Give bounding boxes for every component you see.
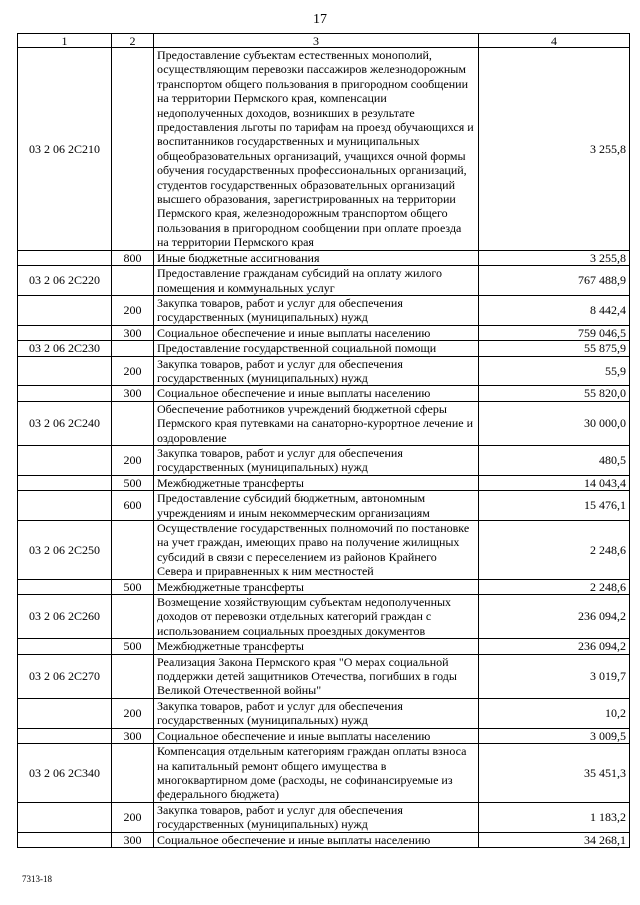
row-name: Компенсация отдельным категориям граждан оплаты взноса на капитальный ремонт общего имущества в многоквартирном доме (расходы, не софинансируемые из федерального бюджета)	[154, 744, 479, 803]
row-code: 03 2 06 2C210	[18, 48, 112, 251]
table-row	[18, 595, 630, 639]
row-amount: 3 019,7	[479, 654, 630, 698]
row-code	[18, 445, 112, 475]
row-amount: 10,2	[479, 698, 630, 728]
row-amount: 767 488,9	[479, 266, 630, 296]
row-code	[18, 386, 112, 401]
row-code	[18, 295, 112, 325]
row-amount: 236 094,2	[479, 639, 630, 654]
row-amount: 759 046,5	[479, 325, 630, 340]
row-name: Межбюджетные трансферты	[154, 639, 479, 654]
row-amount: 236 094,2	[479, 595, 630, 639]
table-row	[18, 295, 630, 325]
row-expense-type: 200	[112, 445, 154, 475]
row-expense-type: 300	[112, 325, 154, 340]
row-amount: 55 820,0	[479, 386, 630, 401]
table-row	[18, 445, 630, 475]
row-amount: 14 043,4	[479, 475, 630, 490]
row-expense-type: 500	[112, 475, 154, 490]
row-amount: 30 000,0	[479, 401, 630, 445]
row-name: Социальное обеспечение и иные выплаты населению	[154, 386, 479, 401]
page-number: 17	[313, 12, 327, 27]
table-row	[18, 401, 630, 445]
header-row	[18, 34, 630, 48]
header-col-2: 2	[112, 34, 154, 48]
row-name: Осуществление государственных полномочий по постановке на учет граждан, имеющих право на получение жилищных субсидий в связи с переселением из районов Крайнего Севера и приравненных к ним местностей	[154, 521, 479, 580]
table-row	[18, 266, 630, 296]
row-expense-type: 500	[112, 639, 154, 654]
row-name: Предоставление субсидий бюджетным, автономным учреждениям и иным некоммерческим организациям	[154, 491, 479, 521]
row-expense-type: 200	[112, 356, 154, 386]
row-code	[18, 728, 112, 743]
row-name: Предоставление субъектам естественных монополий, осуществляющим перевозки пассажиров железнодорожным транспортом общего пользования в пригородном сообщении на территории Пермского края, компенсации недополученных доходов, возникших в результате предоставления льготы по тарифам на проезд обучающихся и воспитанников государственных и муниципальных общеобразовательных организаций, учащихся очной формы обучения государственных профессиональных организаций, студентов государственных образовательных организаций высшего образования, зарегистрированных на территории Пермского края, железнодорожным транспортом общего пользования в пригородном сообщении при оплате проезда на территории Пермского края	[154, 48, 479, 251]
row-amount: 55 875,9	[479, 341, 630, 356]
row-amount: 2 248,6	[479, 521, 630, 580]
row-code	[18, 491, 112, 521]
row-expense-type: 800	[112, 250, 154, 265]
row-name: Иные бюджетные ассигнования	[154, 250, 479, 265]
row-code: 03 2 06 2C230	[18, 341, 112, 356]
row-expense-type: 300	[112, 386, 154, 401]
row-name: Обеспечение работников учреждений бюджетной сферы Пермского края путевками на санаторно-курортное лечение и оздоровление	[154, 401, 479, 445]
row-name: Предоставление гражданам субсидий на оплату жилого помещения и коммунальных услуг	[154, 266, 479, 296]
row-name: Закупка товаров, работ и услуг для обеспечения государственных (муниципальных) нужд	[154, 445, 479, 475]
table-row	[18, 654, 630, 698]
row-code	[18, 250, 112, 265]
row-expense-type	[112, 48, 154, 251]
row-amount: 2 248,6	[479, 579, 630, 594]
row-expense-type	[112, 341, 154, 356]
row-code	[18, 832, 112, 847]
row-code	[18, 802, 112, 832]
table-row	[18, 325, 630, 340]
table-row	[18, 832, 630, 847]
row-amount: 3 255,8	[479, 48, 630, 251]
table-row	[18, 521, 630, 580]
row-name: Закупка товаров, работ и услуг для обеспечения государственных (муниципальных) нужд	[154, 698, 479, 728]
row-name: Реализация Закона Пермского края "О мерах социальной поддержки детей защитников Отечества, погибших в годы Великой Отечественной войны"	[154, 654, 479, 698]
row-code: 03 2 06 2C340	[18, 744, 112, 803]
row-amount: 35 451,3	[479, 744, 630, 803]
row-expense-type: 300	[112, 728, 154, 743]
row-code	[18, 639, 112, 654]
row-expense-type	[112, 595, 154, 639]
row-name: Закупка товаров, работ и услуг для обеспечения государственных (муниципальных) нужд	[154, 356, 479, 386]
row-code	[18, 325, 112, 340]
row-name: Межбюджетные трансферты	[154, 475, 479, 490]
row-amount: 3 009,5	[479, 728, 630, 743]
row-name: Закупка товаров, работ и услуг для обеспечения государственных (муниципальных) нужд	[154, 802, 479, 832]
row-expense-type	[112, 266, 154, 296]
row-expense-type	[112, 521, 154, 580]
document-code: 7313-18	[22, 874, 52, 884]
table-row	[18, 802, 630, 832]
row-code	[18, 356, 112, 386]
row-code: 03 2 06 2C240	[18, 401, 112, 445]
row-name: Предоставление государственной социальной помощи	[154, 341, 479, 356]
row-amount: 3 255,8	[479, 250, 630, 265]
table-row	[18, 48, 630, 251]
table-row	[18, 386, 630, 401]
row-expense-type: 200	[112, 698, 154, 728]
budget-table	[17, 33, 630, 848]
header-col-3: 3	[154, 34, 479, 48]
row-name: Социальное обеспечение и иные выплаты населению	[154, 728, 479, 743]
row-code: 03 2 06 2C270	[18, 654, 112, 698]
table-row	[18, 728, 630, 743]
row-code: 03 2 06 2C220	[18, 266, 112, 296]
row-amount: 480,5	[479, 445, 630, 475]
table-row	[18, 639, 630, 654]
table-row	[18, 698, 630, 728]
row-expense-type	[112, 654, 154, 698]
table-row	[18, 341, 630, 356]
row-code	[18, 698, 112, 728]
row-expense-type: 500	[112, 579, 154, 594]
row-code	[18, 579, 112, 594]
table-row	[18, 744, 630, 803]
row-name: Возмещение хозяйствующим субъектам недополученных доходов от перевозки отдельных категорий граждан с использованием социальных проездных документов	[154, 595, 479, 639]
header-col-4: 4	[479, 34, 630, 48]
table-row	[18, 579, 630, 594]
table-row	[18, 356, 630, 386]
row-code	[18, 475, 112, 490]
header-col-1: 1	[18, 34, 112, 48]
row-amount: 55,9	[479, 356, 630, 386]
row-amount: 8 442,4	[479, 295, 630, 325]
row-name: Социальное обеспечение и иные выплаты населению	[154, 832, 479, 847]
row-expense-type: 200	[112, 295, 154, 325]
row-expense-type	[112, 401, 154, 445]
table-row	[18, 250, 630, 265]
table-row	[18, 491, 630, 521]
row-name: Закупка товаров, работ и услуг для обеспечения государственных (муниципальных) нужд	[154, 295, 479, 325]
row-expense-type	[112, 744, 154, 803]
row-name: Социальное обеспечение и иные выплаты населению	[154, 325, 479, 340]
row-expense-type: 300	[112, 832, 154, 847]
row-expense-type: 600	[112, 491, 154, 521]
row-amount: 34 268,1	[479, 832, 630, 847]
row-amount: 1 183,2	[479, 802, 630, 832]
row-name: Межбюджетные трансферты	[154, 579, 479, 594]
table-row	[18, 475, 630, 490]
row-code: 03 2 06 2C260	[18, 595, 112, 639]
row-expense-type: 200	[112, 802, 154, 832]
row-amount: 15 476,1	[479, 491, 630, 521]
row-code: 03 2 06 2C250	[18, 521, 112, 580]
